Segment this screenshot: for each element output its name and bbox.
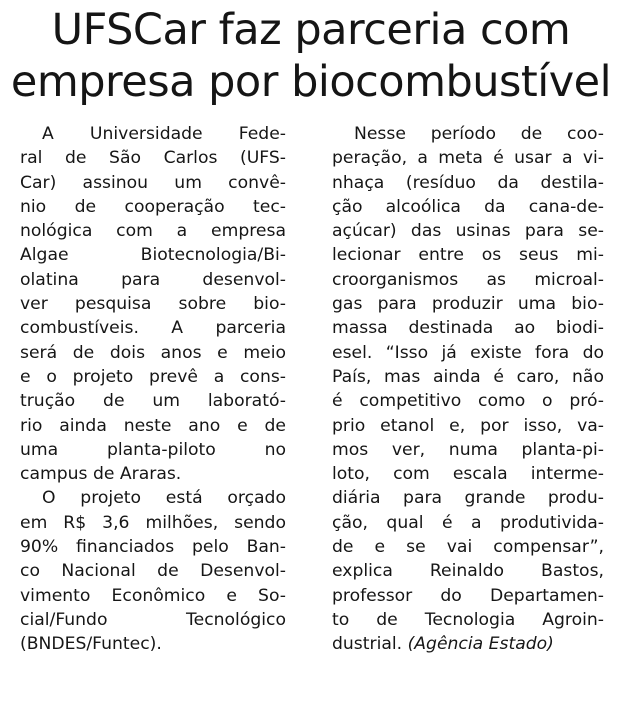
left-column (20, 122, 286, 657)
text-line: lecionar entre os seus mi- (332, 245, 604, 266)
text-line: Algae Biotecnologia/Bi- (20, 245, 286, 266)
text-line: prio etanol e, por isso, va- (332, 415, 604, 436)
text-line: esel. “Isso já existe fora do (332, 342, 604, 363)
text-line: (BNDES/Funtec). (20, 634, 162, 655)
text-line: gas para produzir uma bio- (332, 294, 604, 315)
text-line: ção alcoólica da cana-de- (332, 196, 604, 217)
text-line: to de Tecnologia Agroin- (332, 609, 604, 630)
text-line: massa destinada ao biodi- (332, 318, 604, 339)
text-line: Nesse período de coo- (354, 124, 604, 144)
text-line: será de dois anos e meio (20, 342, 286, 363)
text-line: O projeto está orçado (42, 488, 286, 509)
text-line: cial/Fundo Tecnológico (20, 609, 286, 630)
text-line: nio de cooperação tec- (20, 196, 286, 217)
text-line: ção, qual é a produtivida- (332, 512, 604, 533)
text-line: croorganismos as microal- (332, 269, 604, 290)
text-line: loto, com escala interme- (332, 464, 604, 485)
text-line: e o projeto prevê a cons- (20, 366, 286, 387)
text-line: uma planta-piloto no (20, 439, 286, 460)
text-line: País, mas ainda é caro, não (332, 366, 604, 387)
headline-line-2: empresa por biocombustível (10, 57, 612, 107)
text-line: peração, a meta é usar a vi- (332, 148, 604, 169)
text-line: em R$ 3,6 milhões, sendo (20, 512, 286, 533)
text-line: combustíveis. A parceria (20, 318, 286, 339)
text-line: vimento Econômico e So- (20, 585, 286, 606)
text-line: professor do Departamen- (332, 585, 604, 606)
text-line: trução de um laborató- (20, 391, 286, 412)
source-credit: (Agência Estado) (407, 634, 554, 655)
headline-line-1: UFSCar faz parceria com (51, 5, 571, 55)
text-line: ral de São Carlos (UFS- (20, 148, 286, 169)
text-line: ver pesquisa sobre bio- (20, 294, 286, 315)
text-fragment: dustrial. (332, 634, 403, 655)
text-line: explica Reinaldo Bastos, (332, 561, 604, 582)
text-line: diária para grande produ- (332, 488, 604, 509)
text-line: A Universidade Fede- (42, 124, 286, 144)
text-line: olatina para desenvol- (20, 269, 286, 290)
text-line: mos ver, numa planta-pi- (332, 439, 604, 460)
right-column (332, 122, 604, 657)
text-line-last (332, 632, 604, 656)
text-line: é competitivo como o pró- (332, 391, 604, 412)
text-line: nológica com a empresa (20, 221, 286, 242)
text-line: açúcar) das usinas para se- (332, 221, 604, 242)
text-line: de e se vai compensar”, (332, 537, 604, 558)
text-line: Car) assinou um convê- (20, 172, 286, 193)
text-line: co Nacional de Desenvol- (20, 561, 286, 582)
text-line: campus de Araras. (20, 464, 182, 485)
text-line: rio ainda neste ano e de (20, 415, 286, 436)
text-line: nhaça (resíduo da destila- (332, 172, 604, 193)
text-line: 90% financiados pelo Ban- (20, 537, 286, 558)
headline (0, 4, 622, 108)
